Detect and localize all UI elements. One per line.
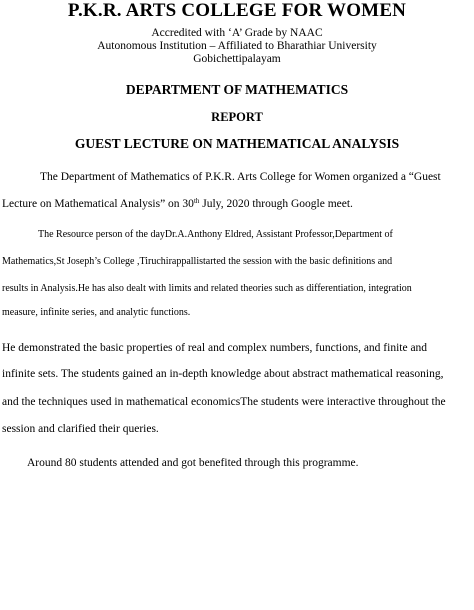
date-ordinal-suffix: th — [193, 197, 200, 205]
paragraph-1-line-2-rest: July, 2020 through Google meet. — [199, 198, 353, 210]
paragraph-2-line-3: results in Analysis.He has also dealt with limits and related theories such as differentiation, integration — [2, 283, 412, 294]
paragraph-4-line-1: Around 80 students attended and got benefited through this programme. — [27, 457, 359, 469]
paragraph-2-line-4: measure, infinite series, and analytic functions. — [2, 307, 191, 318]
report-label: REPORT — [211, 110, 263, 124]
paragraph-2-line-1: The Resource person of the dayDr.A.Anthony Eldred, Assistant Professor,Department of — [38, 229, 393, 240]
paragraph-2-line-2: Mathematics,St Joseph’s College ,Tiruchirappallistarted the session with the basic definitions and — [2, 256, 393, 267]
institution-status-line: Autonomous Institution – Affiliated to Bharathiar University — [97, 40, 377, 52]
department-title: DEPARTMENT OF MATHEMATICS — [125, 82, 349, 97]
paragraph-1-line-2-text: Lecture on Mathematical Analysis” on 30 — [2, 198, 194, 210]
paragraph-1-line-2 — [2, 197, 353, 211]
paragraph-3-line-2: infinite sets. The students gained an in-depth knowledge about abstract mathematical reasoning, — [2, 368, 444, 380]
paragraph-1-line-1: The Department of Mathematics of P.K.R. Arts College for Women organized a “Guest — [40, 171, 441, 183]
paragraph-3-line-1: He demonstrated the basic properties of real and complex numbers, functions, and finite and — [2, 342, 428, 354]
paragraph-3-line-3: and the techniques used in mathematical economicsThe students were interactive throughout the — [2, 396, 446, 408]
accreditation-line: Accredited with ‘A’ Grade by NAAC — [151, 27, 323, 39]
college-location: Gobichettipalayam — [193, 53, 281, 65]
paragraph-3-line-4: session and clarified their queries. — [2, 423, 159, 435]
lecture-topic-title: GUEST LECTURE ON MATHEMATICAL ANALYSIS — [74, 136, 400, 151]
college-name: P.K.R. ARTS COLLEGE FOR WOMEN — [67, 0, 407, 21]
